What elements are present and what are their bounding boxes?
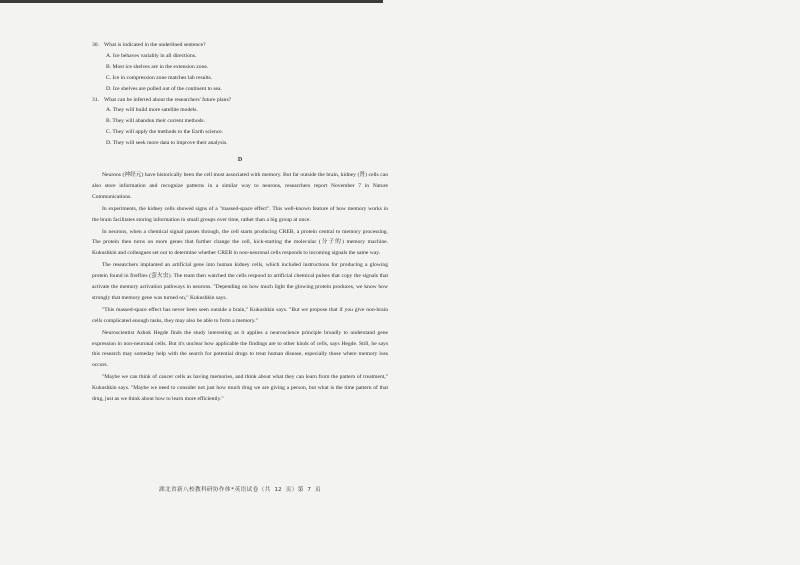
- question-30: [92, 40, 388, 95]
- option-b: B. They will abandon their current methods.: [106, 118, 206, 125]
- reading-passage: [92, 170, 388, 405]
- option-a: A. Ice behaves variably in all directions.: [106, 52, 197, 59]
- option-a: A. They will build more satellite models.: [106, 107, 198, 114]
- section-heading: D: [237, 157, 243, 164]
- question-stem: What can be inferred about the researchers' future plans?: [104, 96, 232, 103]
- passage-paragraph: Neurons (神经元) have historically been the cell most associated with memory. But far outside the brain, kidney (肾) cells can also store information and recognize patterns in a similar way to neurons, researchers report November 7 in Nature Communications.: [92, 171, 388, 200]
- question-number: 30.: [92, 42, 99, 48]
- option-c: C. They will apply the methods to the Earth science.: [106, 129, 224, 136]
- question-31: [92, 95, 388, 150]
- question-number: 31.: [92, 96, 99, 103]
- exam-page: [92, 40, 388, 405]
- option-d: D. They will seek more data to improve their analysis.: [106, 140, 228, 147]
- passage-paragraph: "This massed-space effect has never been seen outside a brain," Kukushkin says. "But we propose that if you give non-brain cells complicated enough tasks, they may also be able to form a memory.": [92, 306, 388, 324]
- passage-paragraph: In experiments, the kidney cells showed signs of a "massed-space effect". This well-known feature of how memory works in the brain facilitates storing information in small groups over time, rather than a big group at once.: [92, 205, 388, 223]
- page-footer: 湖北省新八校教科研协作体*英语试卷（共 12 页）第 7 页: [158, 487, 321, 493]
- passage-paragraph: In neurons, when a chemical signal passes through, the cell starts producing CREB, a protein central to memory processing. The protein then turns on more genes that further change the cell, kick-starting the molecular (分子的) memory machine. Kukushkin and colleagues set out to determine whether CREB in non-neuronal cells responds to incoming signals the same way.: [92, 228, 388, 257]
- top-rule: [0, 0, 383, 3]
- option-d: D. Ice shelves are pulled out of the continent to sea.: [106, 85, 222, 92]
- question-stem: What is indicated in the underlined sentence?: [104, 42, 206, 48]
- passage-paragraph: "Maybe we can think of cancer cells as having memories, and think about what they can learn from the pattern of treatment," Kukushkin says. "Maybe we need to consider not just how much drug we are giving a person, but what is the time pattern of that drug, just as we think about how to learn more efficiently.": [92, 374, 388, 403]
- option-c: C. Ice in compression zone matches lab results.: [106, 74, 213, 81]
- passage-paragraph: The researchers implanted an artificial gene into human kidney cells, which included instructions for producing a glowing protein found in fireflies (萤火虫). The team then watched the cells respond to artificial chemical pulses that copy the signals that activate the memory activation pathways in neurons. "Depending on how much light the glowing protein produces, we know how strongly that memory gene was turned on," Kukushkin says.: [92, 262, 388, 301]
- option-b: B. Most ice shelves are in the extension zone.: [106, 63, 209, 70]
- passage-paragraph: Neuroscientist Ashok Hegde finds the study interesting as it applies a neuroscience principle broadly to understand gene expression in non-neuronal cells. But it's unclear how applicable the findings are to other kinds of cells, says Hegde. Still, he says this research may someday help with the search for potential drugs to treat human disease, especially those where memory loss occurs.: [92, 329, 388, 369]
